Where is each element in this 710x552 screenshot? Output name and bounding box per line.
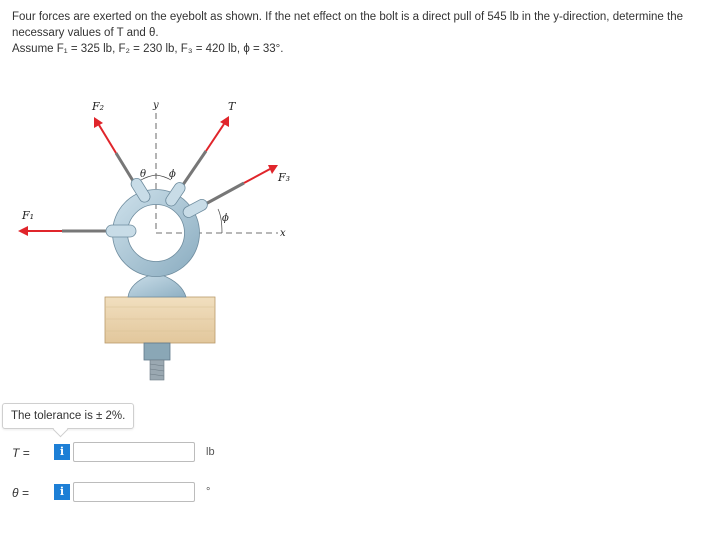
- answer-row-t: [0, 442, 300, 466]
- force-arrow-f1: [18, 226, 62, 236]
- label-theta: θ: [140, 169, 147, 180]
- answer-input-t[interactable]: [73, 442, 195, 462]
- wood-block: [105, 297, 215, 343]
- clip-f1: [106, 225, 136, 237]
- info-icon[interactable]: i: [54, 484, 70, 500]
- unit-lb: lb: [206, 446, 215, 458]
- label-f1: F₁: [22, 209, 35, 222]
- eyebolt-figure: [10, 85, 310, 385]
- answer-label-theta: θ =: [12, 486, 29, 500]
- problem-line-3: Assume F₁ = 325 lb, F₂ = 230 lb, F₃ = 420 lb, ϕ = 33°.: [12, 43, 284, 55]
- label-f3: F₃: [278, 171, 291, 184]
- problem-statement: [12, 9, 702, 57]
- force-arrow-t: [206, 116, 229, 151]
- eyebolt-base: [128, 275, 186, 297]
- force-arrow-f3: [244, 165, 278, 183]
- label-t: T: [228, 100, 236, 113]
- label-x: x: [280, 228, 286, 239]
- unit-degree: °: [206, 486, 211, 498]
- nut: [144, 343, 170, 360]
- answer-row-theta: [0, 482, 300, 506]
- problem-line-1: Four forces are exerted on the eyebolt as shown. If the net effect on the bolt is a direct pull of 545 lb in the y-direction, determine the: [12, 11, 684, 23]
- info-icon[interactable]: i: [54, 444, 70, 460]
- answer-input-theta[interactable]: [73, 482, 195, 502]
- tolerance-tooltip: [2, 403, 134, 429]
- answer-label-t: T =: [12, 446, 30, 460]
- label-f2: F₂: [92, 100, 105, 113]
- force-arrow-f2: [94, 117, 116, 153]
- label-phi-right: ϕ: [222, 213, 229, 224]
- tolerance-text: The tolerance is ± 2%.: [11, 410, 126, 422]
- label-phi-top: ϕ: [169, 169, 176, 180]
- problem-line-2: necessary values of T and θ.: [12, 27, 159, 39]
- label-y: y: [153, 100, 159, 111]
